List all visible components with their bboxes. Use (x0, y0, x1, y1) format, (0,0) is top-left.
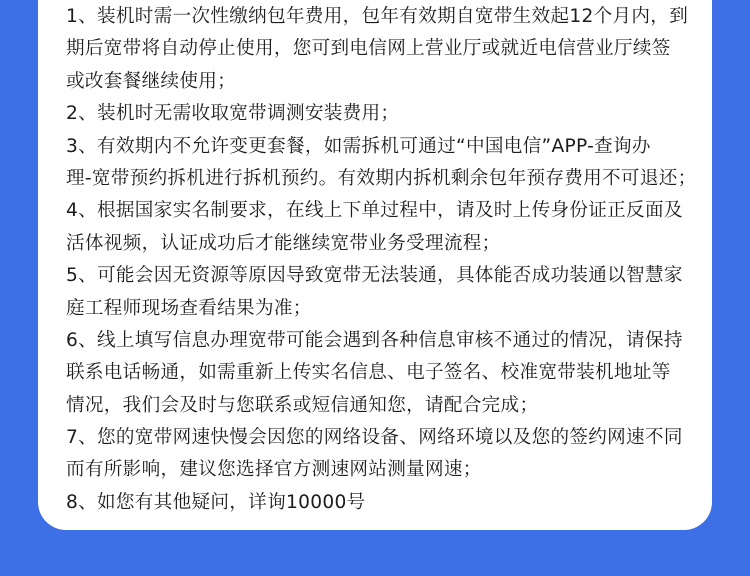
notice-line: 期后宽带将自动停止使用，您可到电信网上营业厅或就近电信营业厅续签 (66, 38, 671, 60)
notice-line: 而有所影响，建议您选择官方测速网站测量网速； (66, 459, 482, 481)
notice-line: 4、根据国家实名制要求，在线上下单过程中，请及时上传身份证正反面及 (66, 200, 683, 222)
notice-line: 或改套餐继续使用； (66, 70, 237, 92)
notice-line: 理-宽带预约拆机进行拆机预约。有效期内拆机剩余包年预存费用不可退还； (66, 167, 697, 189)
notice-line: 1、装机时需一次性缴纳包年费用，包年有效期自宽带生效起12个月内，到 (66, 6, 689, 27)
notice-line: 2、装机时无需收取宽带调测安装费用； (66, 103, 400, 125)
notice-line: 3、有效期内不允许变更套餐，如需拆机可通过“中国电信”APP-查询办 (66, 135, 651, 157)
notice-line: 庭工程师现场查看结果为准； (66, 297, 312, 319)
notice-line: 7、您的宽带网速快慢会因您的网络设备、网络环境以及您的签约网速不同 (66, 427, 683, 449)
notice-list (66, 0, 697, 519)
notice-line: 活体视频，认证成功后才能继续宽带业务受理流程； (66, 232, 501, 254)
notice-line: 联系电话畅通，如需重新上传实名信息、电子签名、校准宽带装机地址等 (66, 362, 671, 384)
notice-line: 情况，我们会及时与您联系或短信通知您，请配合完成； (66, 394, 539, 416)
notice-line: 8、如您有其他疑问，详询10000号 (66, 491, 366, 513)
notice-line: 6、线上填写信息办理宽带可能会遇到各种信息审核不通过的情况，请保持 (66, 329, 683, 351)
notice-line: 5、可能会因无资源等原因导致宽带无法装通，具体能否成功装通以智慧家 (66, 265, 683, 287)
